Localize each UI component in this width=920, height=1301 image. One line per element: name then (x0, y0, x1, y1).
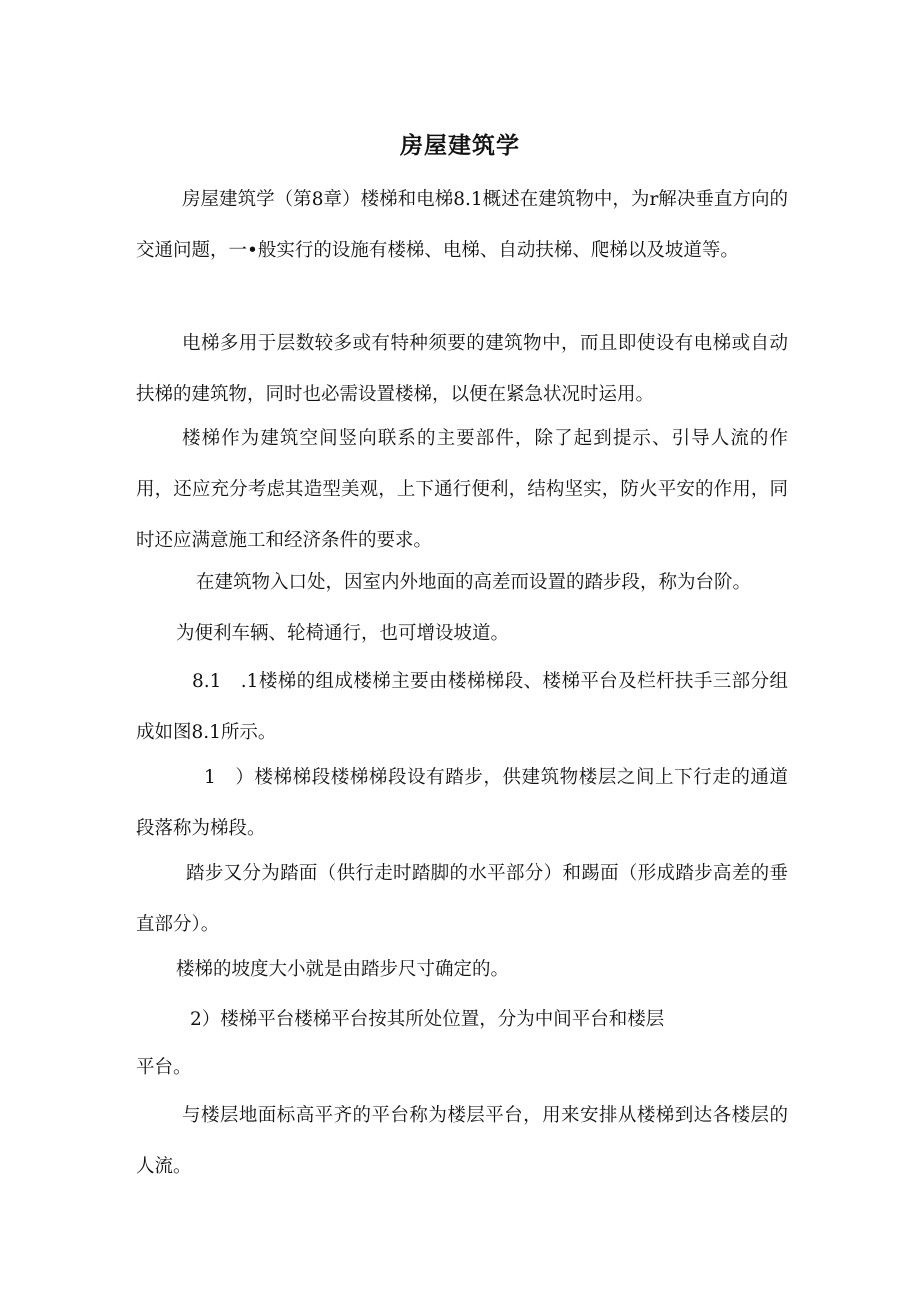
paragraph-stair-flight: 1 ）楼梯梯段楼梯梯段设有踏步，供建筑物楼层之间上下行走的通道段落称为梯段。 (136, 767, 788, 839)
paragraph-overview: 房屋建筑学（第8章）楼梯和电梯8.1概述在建筑物中，为r解决垂直方向的交通问题，一•般实行的设施有楼梯、电梯、自动扶梯、爬梯以及坡道等。 (136, 189, 788, 261)
paragraph-floor-landing: 与楼层地面标高平齐的平台称为楼层平台，用来安排从楼梯到达各楼层的人流。 (136, 1105, 788, 1177)
paragraph-landing: 2）楼梯平台楼梯平台按其所处位置，分为中间平台和楼层 (190, 1009, 665, 1030)
paragraph-landing-cont: 平台。 (136, 1057, 192, 1078)
page-title: 房屋建筑学 (400, 133, 520, 160)
paragraph-entrance-steps: 在建筑物入口处，因室内外地面的高差而设置的踏步段，称为台阶。 (196, 572, 752, 593)
paragraph-tread-riser: 踏步又分为踏面（供行走时踏脚的水平部分）和踢面（形成踏步高差的垂直部分）。 (136, 863, 788, 935)
paragraph-elevator: 电梯多用于层数较多或有特种须要的建筑物中，而且即使设有电梯或自动扶梯的建筑物，同时也必需设置楼梯，以便在紧急状况时运用。 (136, 333, 788, 405)
paragraph-stair-composition: 8.1 .1楼梯的组成楼梯主要由楼梯梯段、楼梯平台及栏杆扶手三部分组成如图8.1所示。 (136, 671, 788, 743)
paragraph-stair-role: 楼梯作为建筑空间竖向联系的主要部件，除了起到提示、引导人流的作用，还应充分考虑其造型美观，上下通行便利，结构坚实，防火平安的作用，同时还应满意施工和经济条件的要求。 (136, 428, 788, 551)
paragraph-slope: 楼梯的坡度大小就是由踏步尺寸确定的。 (176, 959, 510, 980)
paragraph-ramp: 为便利车辆、轮椅通行，也可增设坡道。 (176, 623, 510, 644)
